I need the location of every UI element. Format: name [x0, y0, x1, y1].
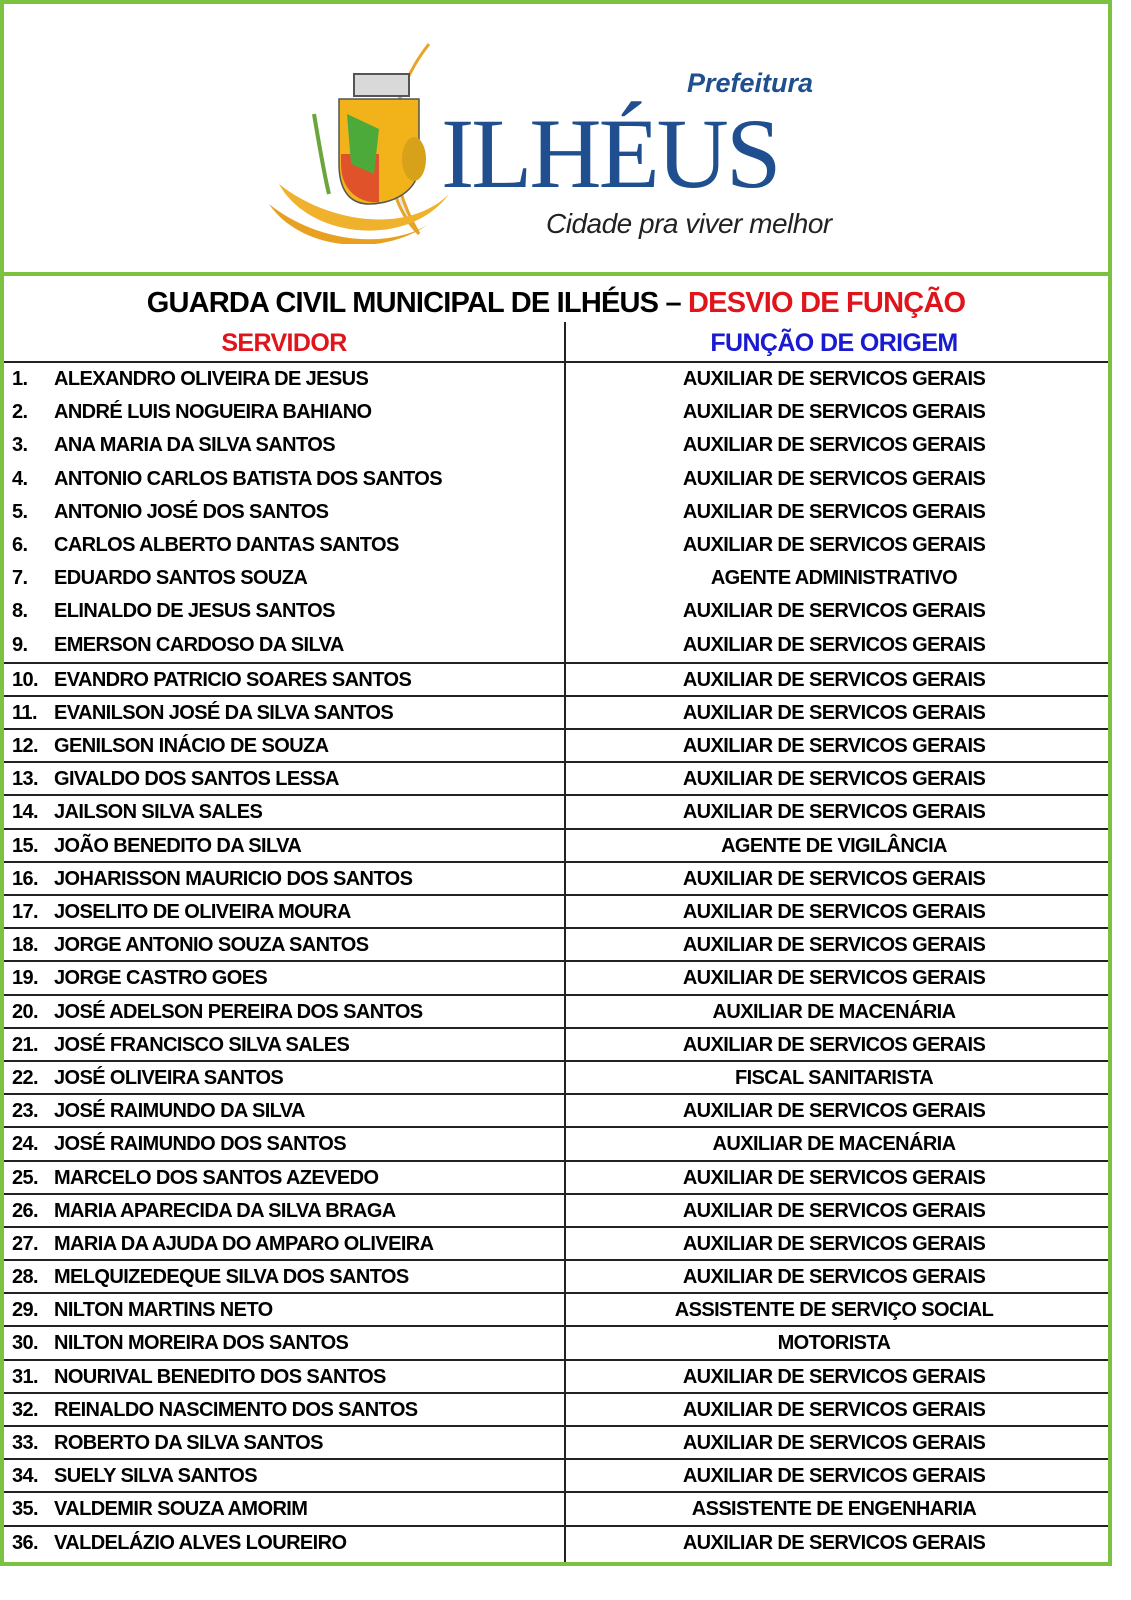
servidor-name: JOHARISSON MAURICIO DOS SANTOS: [54, 867, 413, 890]
table-row: [4, 728, 1108, 761]
table-body: [4, 363, 1108, 1558]
table-row: [4, 529, 1108, 562]
servidor-name: GENILSON INÁCIO DE SOUZA: [54, 735, 329, 758]
servidor-name: EVANDRO PATRICIO SOARES SANTOS: [54, 668, 412, 691]
table-row: [4, 562, 1108, 595]
servidor-name: JORGE CASTRO GOES: [54, 967, 268, 990]
servidor-name: CARLOS ALBERTO DANTAS SANTOS: [54, 533, 399, 556]
table-row: [4, 1458, 1108, 1491]
table-row: [4, 1093, 1108, 1126]
funcao-origem: AUXILIAR DE SERVICOS GERAIS: [682, 967, 986, 990]
servidor-name: JORGE ANTONIO SOUZA SANTOS: [54, 934, 369, 957]
table-row: [4, 927, 1108, 960]
row-number: 5.: [12, 500, 28, 523]
funcao-origem: AUXILIAR DE SERVICOS GERAIS: [682, 1465, 986, 1488]
row-number: 16.: [12, 867, 39, 890]
row-number: 14.: [12, 801, 39, 824]
table-row: [4, 396, 1108, 429]
funcao-origem: AUXILIAR DE MACENÁRIA: [712, 1133, 956, 1156]
table-row: [4, 1226, 1108, 1259]
table-row: [4, 629, 1108, 662]
servidor-name: JOSÉ OLIVEIRA SANTOS: [54, 1066, 284, 1089]
funcao-origem: AUXILIAR DE MACENÁRIA: [712, 1000, 956, 1023]
row-number: 23.: [12, 1100, 39, 1123]
row-number: 18.: [12, 934, 39, 957]
servidor-name: ANTONIO JOSÉ DOS SANTOS: [54, 500, 329, 523]
funcao-origem: AUXILIAR DE SERVICOS GERAIS: [682, 1365, 986, 1388]
row-number: 13.: [12, 768, 39, 791]
funcao-origem: AUXILIAR DE SERVICOS GERAIS: [682, 600, 986, 623]
table-row: [4, 794, 1108, 827]
funcao-origem: AUXILIAR DE SERVICOS GERAIS: [682, 1398, 986, 1421]
row-number: 8.: [12, 600, 28, 623]
servidor-name: JAILSON SILVA SALES: [54, 801, 263, 824]
servidores-table: [0, 272, 1112, 1566]
table-row: [4, 1292, 1108, 1325]
row-number: 29.: [12, 1299, 39, 1322]
funcao-origem: AUXILIAR DE SERVICOS GERAIS: [682, 1100, 986, 1123]
table-row: [4, 695, 1108, 728]
funcao-origem: AUXILIAR DE SERVICOS GERAIS: [682, 401, 986, 424]
title-main: GUARDA CIVIL MUNICIPAL DE ILHÉUS –: [146, 287, 689, 319]
servidor-name: VALDELÁZIO ALVES LOUREIRO: [54, 1531, 347, 1554]
funcao-origem: AUXILIAR DE SERVICOS GERAIS: [682, 633, 986, 656]
table-row: [4, 1325, 1108, 1358]
funcao-origem: FISCAL SANITARISTA: [734, 1066, 934, 1089]
row-number: 3.: [12, 434, 28, 457]
funcao-origem: AUXILIAR DE SERVICOS GERAIS: [682, 1266, 986, 1289]
servidor-name: EMERSON CARDOSO DA SILVA: [54, 633, 344, 656]
funcao-origem: AUXILIAR DE SERVICOS GERAIS: [682, 1166, 986, 1189]
row-number: 35.: [12, 1498, 39, 1521]
funcao-origem: AUXILIAR DE SERVICOS GERAIS: [682, 1033, 986, 1056]
row-number: 26.: [12, 1199, 39, 1222]
coat-of-arms-icon: [269, 34, 469, 244]
servidor-name: VALDEMIR SOUZA AMORIM: [54, 1498, 308, 1521]
row-number: 34.: [12, 1465, 39, 1488]
logo-prefeitura-text: Prefeitura: [687, 68, 814, 98]
servidor-name: SUELY SILVA SANTOS: [54, 1465, 257, 1488]
servidor-name: REINALDO NASCIMENTO DOS SANTOS: [54, 1398, 418, 1421]
row-number: 30.: [12, 1332, 39, 1355]
funcao-origem: AUXILIAR DE SERVICOS GERAIS: [682, 701, 986, 724]
funcao-origem: AUXILIAR DE SERVICOS GERAIS: [682, 467, 986, 490]
table-row: [4, 1491, 1108, 1524]
table-row: [4, 1425, 1108, 1458]
table-row: [4, 1027, 1108, 1060]
servidor-name: NOURIVAL BENEDITO DOS SANTOS: [54, 1365, 386, 1388]
table-row: [4, 595, 1108, 628]
row-number: 7.: [12, 567, 28, 590]
row-number: 25.: [12, 1166, 39, 1189]
row-number: 36.: [12, 1531, 39, 1554]
funcao-origem: ASSISTENTE DE ENGENHARIA: [691, 1498, 977, 1521]
row-number: 6.: [12, 533, 28, 556]
servidor-name: ALEXANDRO OLIVEIRA DE JESUS: [54, 368, 369, 390]
funcao-origem: AUXILIAR DE SERVICOS GERAIS: [682, 801, 986, 824]
funcao-origem: AUXILIAR DE SERVICOS GERAIS: [682, 867, 986, 890]
table-row: [4, 1160, 1108, 1193]
servidor-name: ANDRÉ LUIS NOGUEIRA BAHIANO: [54, 401, 372, 424]
table-row: [4, 1193, 1108, 1226]
funcao-origem: AGENTE DE VIGILÂNCIA: [721, 834, 947, 857]
row-number: 22.: [12, 1066, 39, 1089]
table-row: [4, 1126, 1108, 1159]
servidor-name: JOSÉ FRANCISCO SILVA SALES: [54, 1033, 350, 1056]
servidor-name: JOSÉ RAIMUNDO DA SILVA: [54, 1100, 305, 1123]
funcao-origem: AUXILIAR DE SERVICOS GERAIS: [682, 668, 986, 691]
servidor-name: JOSÉ RAIMUNDO DOS SANTOS: [54, 1133, 346, 1156]
table-row: [4, 1259, 1108, 1292]
row-number: 31.: [12, 1365, 39, 1388]
table-row: [4, 496, 1108, 529]
logo-city-text: ILHÉUS: [441, 98, 779, 209]
row-number: 17.: [12, 901, 39, 923]
servidor-name: MELQUIZEDEQUE SILVA DOS SANTOS: [54, 1266, 409, 1289]
column-header-servidor: SERVIDOR: [221, 329, 347, 357]
funcao-origem: AGENTE ADMINISTRATIVO: [710, 567, 958, 590]
table-row: [4, 861, 1108, 894]
funcao-origem: AUXILIAR DE SERVICOS GERAIS: [682, 1232, 986, 1255]
page-title: [4, 286, 1108, 320]
row-number: 2.: [12, 401, 28, 424]
servidor-name: ROBERTO DA SILVA SANTOS: [54, 1432, 323, 1454]
funcao-origem: AUXILIAR DE SERVICOS GERAIS: [682, 434, 986, 457]
servidor-name: ELINALDO DE JESUS SANTOS: [54, 600, 335, 623]
funcao-origem: AUXILIAR DE SERVICOS GERAIS: [682, 934, 986, 957]
servidor-name: MARCELO DOS SANTOS AZEVEDO: [54, 1166, 379, 1189]
logo-header: [0, 0, 1112, 276]
row-number: 20.: [12, 1000, 39, 1023]
row-number: 19.: [12, 967, 39, 990]
funcao-origem: AUXILIAR DE SERVICOS GERAIS: [682, 1199, 986, 1222]
funcao-origem: AUXILIAR DE SERVICOS GERAIS: [682, 901, 986, 923]
row-number: 9.: [12, 633, 28, 656]
table-row: [4, 363, 1108, 396]
servidor-name: NILTON MOREIRA DOS SANTOS: [54, 1332, 349, 1355]
table-row: [4, 1392, 1108, 1425]
servidor-name: MARIA DA AJUDA DO AMPARO OLIVEIRA: [54, 1232, 434, 1255]
servidor-name: JOÃO BENEDITO DA SILVA: [54, 834, 302, 857]
table-row: [4, 761, 1108, 794]
row-number: 32.: [12, 1398, 39, 1421]
funcao-origem: AUXILIAR DE SERVICOS GERAIS: [682, 1432, 986, 1454]
servidor-name: GIVALDO DOS SANTOS LESSA: [54, 768, 339, 791]
table-row: [4, 828, 1108, 861]
row-number: 28.: [12, 1266, 39, 1289]
servidor-name: NILTON MARTINS NETO: [54, 1299, 273, 1322]
funcao-origem: AUXILIAR DE SERVICOS GERAIS: [682, 768, 986, 791]
title-highlight: DESVIO DE FUNÇÃO: [688, 287, 966, 319]
servidor-name: EDUARDO SANTOS SOUZA: [54, 567, 308, 590]
funcao-origem: AUXILIAR DE SERVICOS GERAIS: [682, 368, 986, 390]
table-row: [4, 1359, 1108, 1392]
servidor-name: ANA MARIA DA SILVA SANTOS: [54, 434, 335, 457]
column-header-funcao: FUNÇÃO DE ORIGEM: [710, 329, 958, 357]
funcao-origem: AUXILIAR DE SERVICOS GERAIS: [682, 533, 986, 556]
funcao-origem: MOTORISTA: [777, 1332, 891, 1355]
row-number: 11.: [12, 701, 37, 724]
funcao-origem: AUXILIAR DE SERVICOS GERAIS: [682, 1531, 986, 1554]
row-number: 24.: [12, 1133, 39, 1156]
servidor-name: JOSÉ ADELSON PEREIRA DOS SANTOS: [54, 1000, 423, 1023]
servidor-name: ANTONIO CARLOS BATISTA DOS SANTOS: [54, 467, 442, 490]
row-number: 33.: [12, 1432, 39, 1454]
servidor-name: EVANILSON JOSÉ DA SILVA SANTOS: [54, 701, 394, 724]
funcao-origem: ASSISTENTE DE SERVIÇO SOCIAL: [674, 1299, 994, 1322]
row-number: 12.: [12, 735, 39, 758]
table-row: [4, 1525, 1108, 1558]
table-row: [4, 429, 1108, 462]
row-number: 15.: [12, 834, 39, 857]
table-row: [4, 994, 1108, 1027]
table-row: [4, 662, 1108, 695]
table-row: [4, 894, 1108, 927]
servidor-name: MARIA APARECIDA DA SILVA BRAGA: [54, 1199, 396, 1222]
row-number: 10.: [12, 668, 39, 691]
prefeitura-ilheus-logo: [269, 34, 849, 249]
table-row: [4, 960, 1108, 993]
row-number: 4.: [12, 467, 28, 490]
row-number: 27.: [12, 1232, 39, 1255]
servidor-name: JOSELITO DE OLIVEIRA MOURA: [54, 901, 351, 923]
logo-tagline: Cidade pra viver melhor: [546, 208, 832, 239]
table-row: [4, 1060, 1108, 1093]
funcao-origem: AUXILIAR DE SERVICOS GERAIS: [682, 735, 986, 758]
row-number: 21.: [12, 1033, 39, 1056]
table-row: [4, 463, 1108, 496]
funcao-origem: AUXILIAR DE SERVICOS GERAIS: [682, 500, 986, 523]
row-number: 1.: [12, 368, 28, 390]
